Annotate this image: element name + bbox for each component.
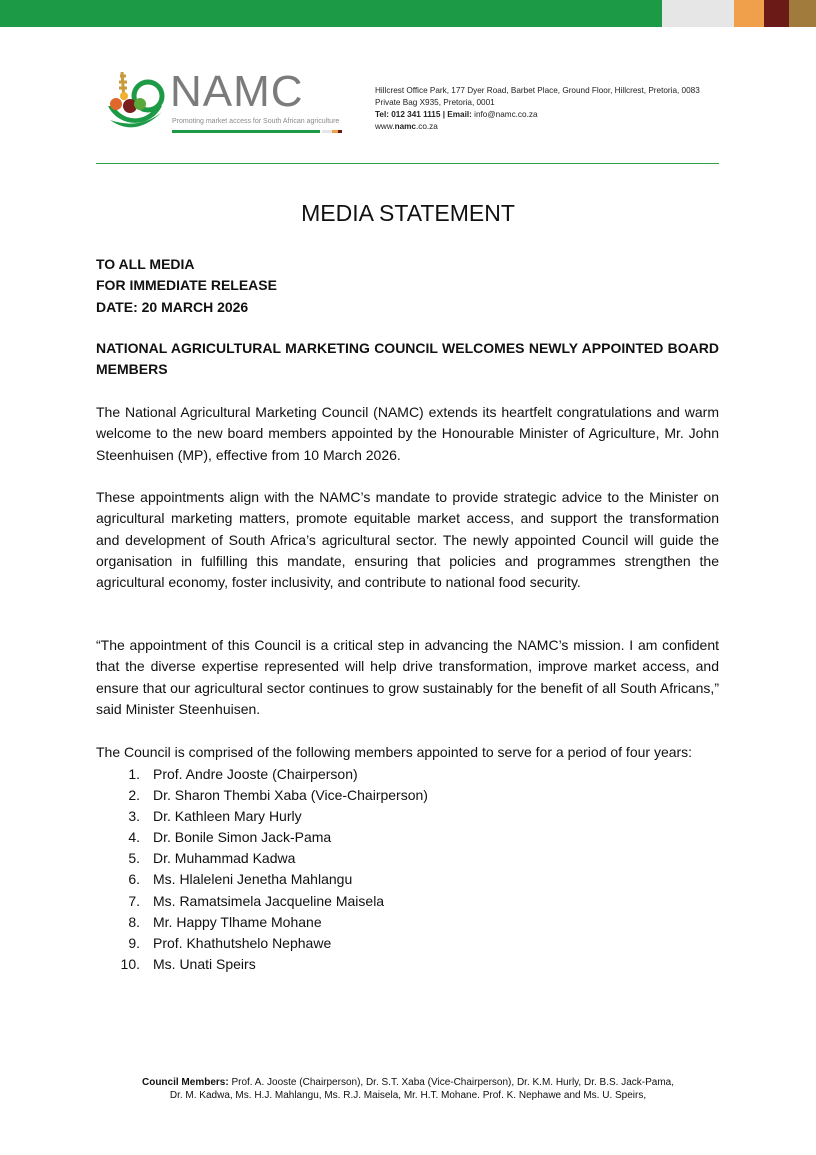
list-item: 2. Dr. Sharon Thembi Xaba (Vice-Chairperson): [128, 787, 428, 804]
list-item: 7. Ms. Ramatsimela Jacqueline Maisela: [128, 892, 385, 909]
list-item: 1. Prof. Andre Jooste (Chairperson): [128, 766, 358, 782]
footer-council-members: [0, 1076, 816, 1102]
namc-logo: [100, 66, 345, 138]
website-link[interactable]: www.namc.co.za: [375, 122, 438, 131]
band-orange-segment: [734, 0, 764, 27]
header-divider: [96, 163, 719, 164]
list-item: 9. Prof. Khathutshelo Nephawe: [128, 934, 332, 951]
list-item: 8. Mr. Happy Tlhame Mohane: [128, 913, 322, 930]
headline: NATIONAL AGRICULTURAL MARKETING COUNCIL WELCOMES NEWLY APPOINTED BOARD MEMBERS: [96, 340, 719, 378]
paragraph-members-intro: The Council is comprised of the following members appointed to serve for a period of four years:: [96, 744, 693, 760]
logo-wordmark: NAMC: [170, 67, 304, 116]
paragraph-intro: The National Agricultural Marketing Council (NAMC) extends its heartfelt congratulations and warm welcome to the new board members appointed by the Honourable Minister of Agriculture, Mr. John Steenhuisen (MP), effective from 10 March 2026.: [96, 404, 719, 463]
meta-date: DATE: 20 MARCH 2026: [96, 298, 249, 315]
band-green-segment: [0, 0, 662, 27]
release-meta: [96, 254, 277, 318]
meta-release: FOR IMMEDIATE RELEASE: [96, 277, 277, 294]
email-label: | Email:: [442, 110, 472, 119]
top-color-band: [0, 0, 816, 27]
band-maroon-segment: [764, 0, 789, 27]
list-item: 5. Dr. Muhammad Kadwa: [128, 850, 296, 867]
contact-block: [375, 85, 700, 133]
list-item: 6. Ms. Hlaleleni Jenetha Mahlangu: [128, 871, 353, 888]
email-link[interactable]: info@namc.co.za: [474, 110, 538, 119]
contact-address: Hillcrest Office Park, 177 Dyer Road, Barbet Place, Ground Floor, Hillcrest, Pretoria, 0083: [375, 86, 700, 95]
members-list: [96, 764, 428, 975]
list-item: 10. Ms. Unati Speirs: [120, 955, 256, 972]
produce-globe-icon: [100, 66, 170, 138]
list-item: 3. Dr. Kathleen Mary Hurly: [128, 808, 302, 825]
tel-value: 012 341 1115: [391, 110, 441, 119]
list-item: 4. Dr. Bonile Simon Jack-Pama: [128, 829, 332, 846]
footer-line-2: Dr. M. Kadwa, Ms. H.J. Mahlangu, Ms. R.J. Maisela, Mr. H.T. Mohane. Prof. K. Nephawe and Ms. U. Speirs,: [169, 1090, 647, 1101]
contact-tel-email: [375, 109, 700, 121]
tel-label: Tel:: [375, 110, 389, 119]
footer-label: Council Members:: [141, 1077, 229, 1088]
contact-private-bag: Private Bag X935, Pretoria, 0001: [375, 98, 495, 107]
logo-tagline: Promoting market access for South African agriculture: [172, 118, 340, 125]
page-title: MEDIA STATEMENT: [301, 200, 515, 226]
meta-to: TO ALL MEDIA: [96, 256, 195, 272]
paragraph-quote: “The appointment of this Council is a critical step in advancing the NAMC’s mission. I am confident that the diverse expertise represented will help drive transformation, improve market access, and ensure that our agricultural sector continues to grow sustainably for the benefit of all South Africans,” said Minister Steenhuisen.: [96, 637, 719, 717]
footer-line-1: Council Members: Prof. A. Jooste (Chairperson), Dr. S.T. Xaba (Vice-Chairperson), Dr. K.M. Hurly, Dr. B.S. Jack-Pama,: [141, 1077, 675, 1088]
band-grey-segment: [662, 0, 734, 27]
band-tan-segment: [789, 0, 816, 27]
paragraph-mandate: These appointments align with the NAMC’s mandate to provide strategic advice to the Minister on agricultural marketing matters, promote equitable market access, and support the transformation and development of South Africa’s agricultural sector. The newly appointed Council will guide the organisation in fulfilling this mandate, ensuring that policies and programmes strengthen the agricultural economy, foster inclusivity, and contribute to national food security.: [96, 489, 719, 591]
